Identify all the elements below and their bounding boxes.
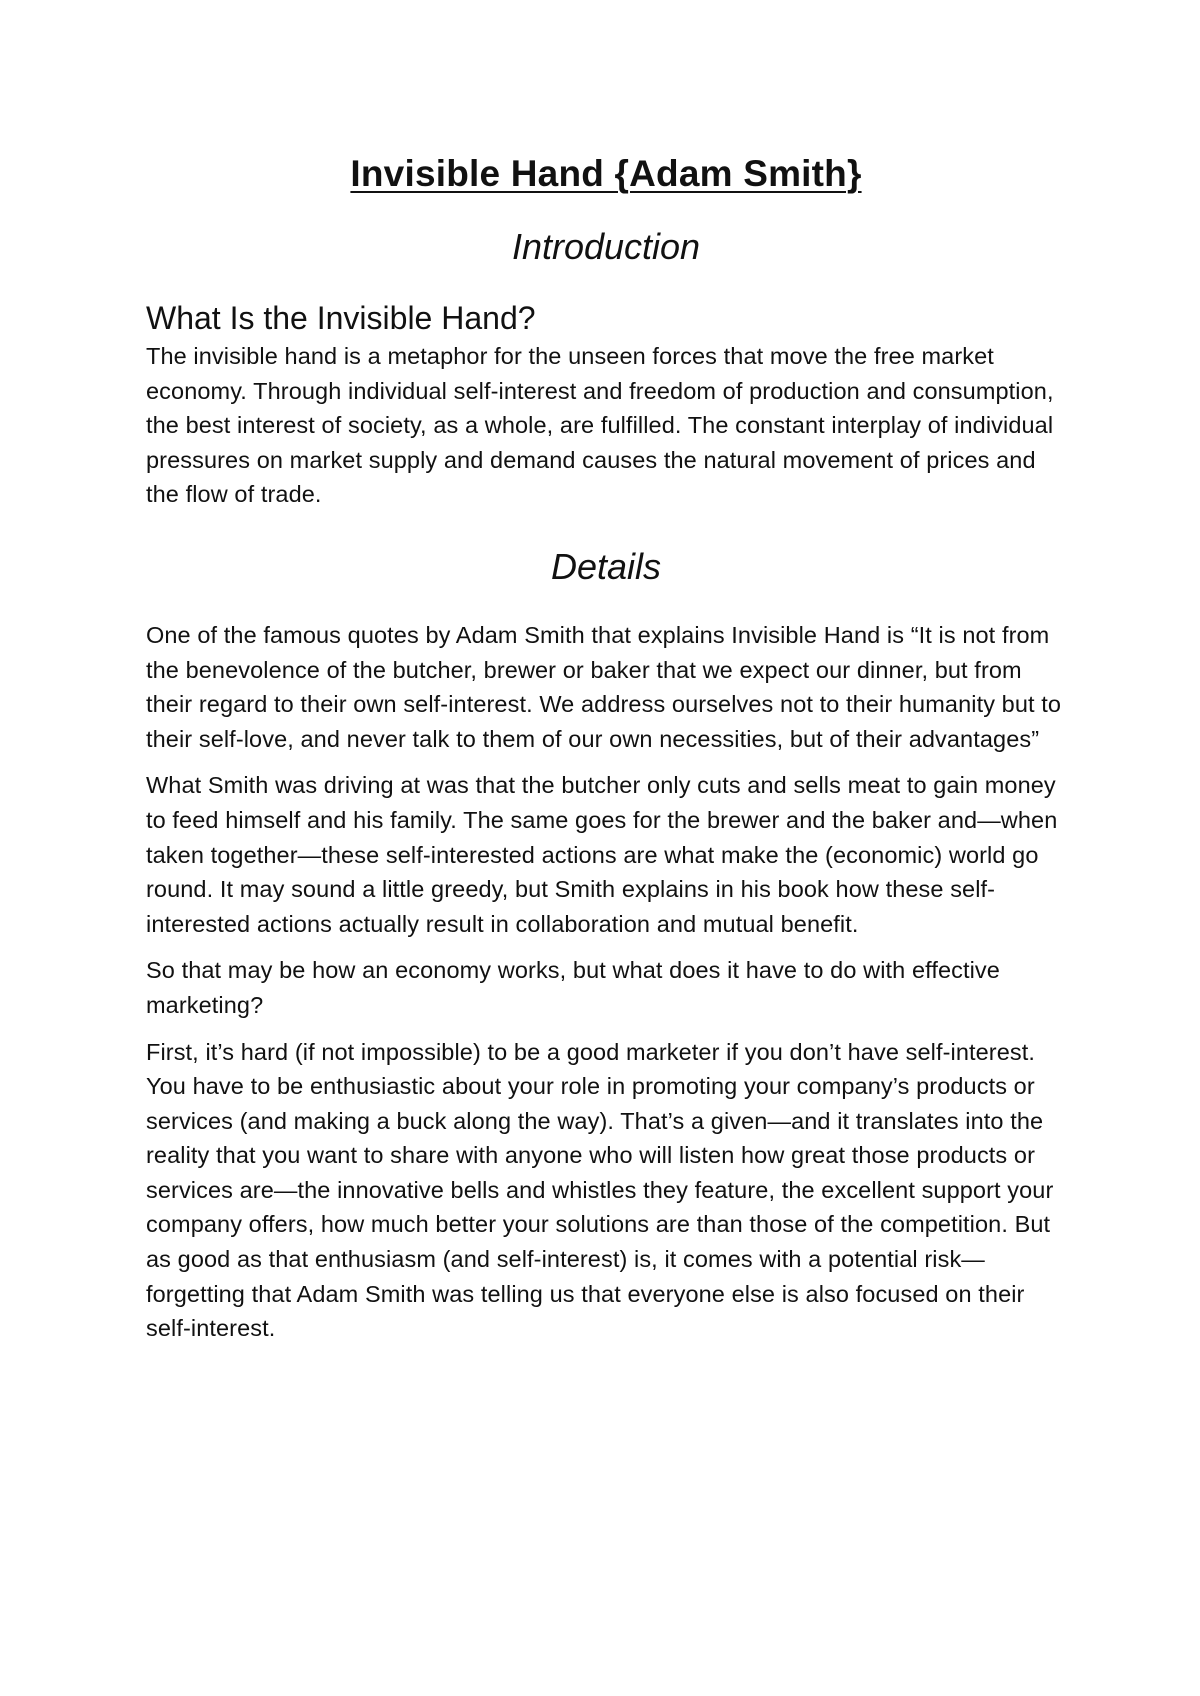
introduction-heading: Introduction [511, 226, 701, 267]
document-body [146, 148, 1066, 1346]
document-title: Invisible Hand {Adam Smith} [350, 153, 862, 194]
question-heading: What Is the Invisible Hand? [146, 300, 536, 336]
intro-paragraph: The invisible hand is a metaphor for the unseen forces that move the free market economy. Through individual self-interest and freedom of production and consumption, the best interest of society, as a whole, are fulfilled. The constant interplay of individual pressures on market supply and demand causes the natural movement of prices and the flow of trade. [146, 343, 1054, 508]
details-heading: Details [550, 545, 662, 587]
quote-paragraph: One of the famous quotes by Adam Smith that explains Invisible Hand is “It is not from the benevolence of the butcher, brewer or baker that we expect our dinner, but from their regard to their own self-interest. We address ourselves not to their humanity but to their self-love, and never talk to them of our own necessities, but of their advantages” [146, 621, 1062, 752]
smith-explanation-paragraph: What Smith was driving at was that the butcher only cuts and sells meat to gain money to feed himself and his family. The same goes for the brewer and the baker and—when taken together—these self-interested actions are what make the (economic) world go round. It may sound a little greedy, but Smith explains in his book how these self-interested actions actually result in collaboration and mutual benefit. [146, 772, 1058, 937]
self-interest-paragraph: First, it’s hard (if not impossible) to be a good marketer if you don’t have self-interest. You have to be enthusiastic about your role in promoting your company’s products or services (and making a buck along the way). That’s a given—and it translates into the reality that you want to share with anyone who will listen how great those products or services are—the innovative bells and whistles they feature, the excellent support your company offers, how much better your solutions are than those of the competition. But as good as that enthusiasm (and self-interest) is, it comes with a potential risk—forgetting that Adam Smith was telling us that everyone else is also focused on their self-interest. [146, 1038, 1054, 1342]
marketing-question-paragraph: So that may be how an economy works, but what does it have to do with effective marketing? [146, 957, 1000, 1018]
